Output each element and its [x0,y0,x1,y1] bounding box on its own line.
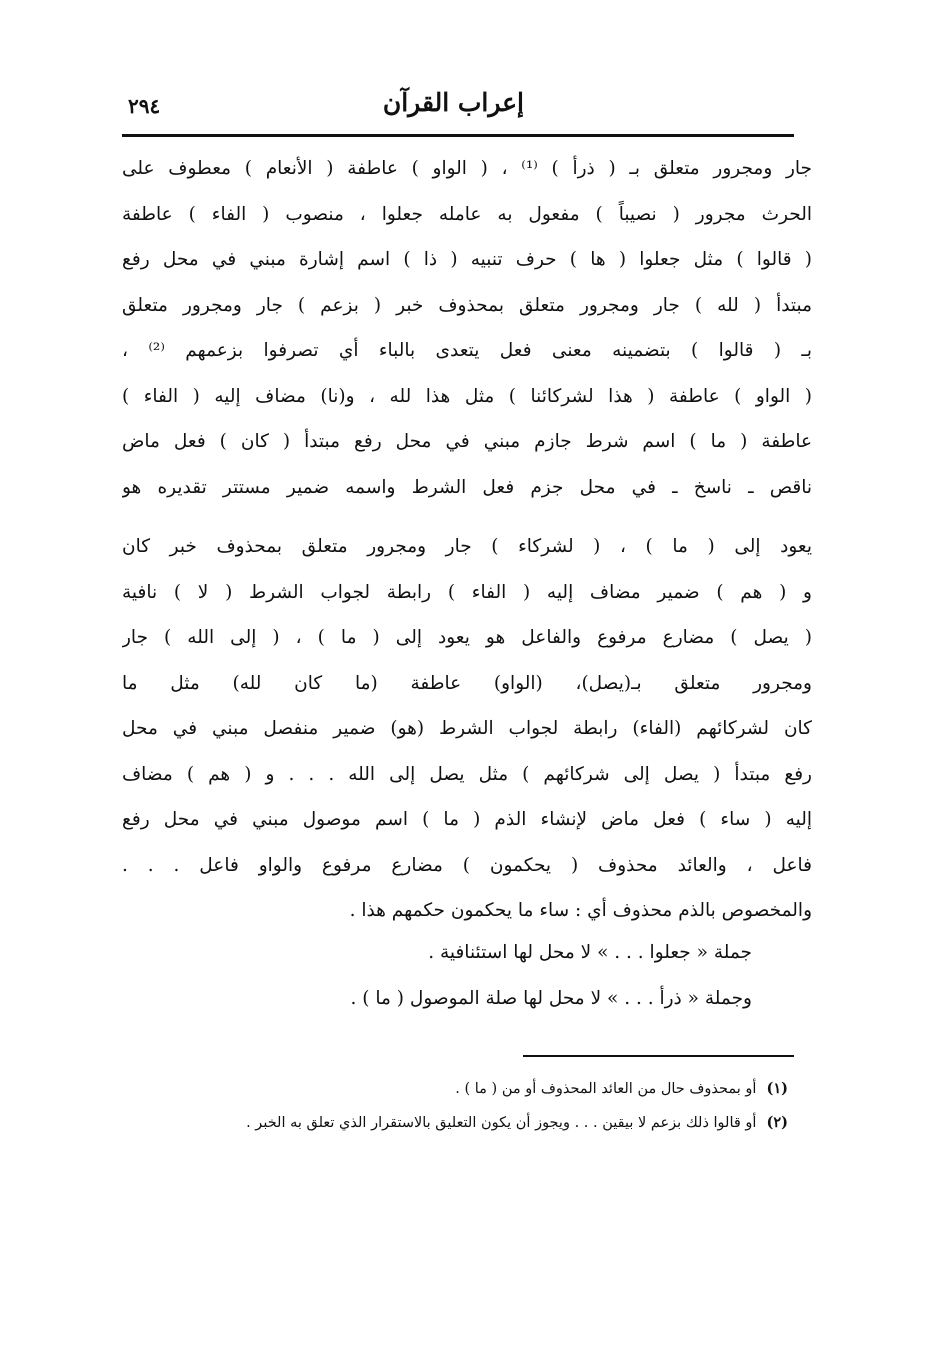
footnote-number: (٢) [766,1114,788,1131]
text-line: كان لشركائهم (الفاء) رابطة لجواب الشرط (هو) ضمير منفصل مبني في محل [122,718,812,739]
page-title: إعراب القرآن [382,88,524,117]
text-line: و ( هم ) ضمير مضاف إليه ( الفاء ) رابطة لجواب الشرط ( لا ) نافية [122,581,812,603]
text-line: إليه ( ساء ) فعل ماض لإنشاء الذم ( ما ) اسم موصول مبني في محل رفع [122,809,812,830]
footnote-text: أو قالوا ذلك بزعم لا بيقين . . . ويجوز أن يكون التعليق بالاستقرار الذي تعلق به الخبر . [246,1115,757,1131]
footnote-2 [122,1106,794,1140]
text-line: الحرث مجرور ( نصيباً ) مفعول به عامله جعلوا ، منصوب ( الفاء ) عاطفة [122,203,812,225]
text-line: ( يصل ) مضارع مرفوع والفاعل هو يعود إلى ( ما ) ، ( إلى الله ) جار [122,627,812,648]
footnote-number: (١) [766,1080,788,1097]
sentence-analysis [122,930,812,1022]
footnote-divider [523,1055,794,1057]
text-line: جار ومجرور متعلق بـ ( ذرأ ) ⁽¹⁾ ، ( الواو ) عاطفة ( الأنعام ) معطوف على [122,158,812,179]
text-line: والمخصوص بالذم محذوف أي : ساء ما يحكمون حكمهم هذا . [349,900,812,921]
verdict-line: جملة « جعلوا . . . » لا محل لها استئنافية . [428,942,752,963]
text-line: عاطفة ( ما ) اسم شرط جازم مبني في محل رفع مبتدأ ( كان ) فعل ماض [122,431,812,452]
page-number: ٢٩٤ [128,94,161,118]
header-divider [122,134,794,137]
main-text [122,146,812,934]
text-line: بـ ( قالوا ) بتضمينه معنى فعل يتعدى بالباء أي تصرفوا بزعمهم ⁽²⁾ ، [122,340,812,361]
text-line: ناقص ـ ناسخ ـ في محل جزم فعل الشرط واسمه ضمير مستتر تقديره هو [122,476,812,498]
footnote-1 [122,1072,794,1106]
text-line: فاعل ، والعائد محذوف ( يحكمون ) مضارع مرفوع والواو فاعل . . . [122,854,812,876]
text-line: ومجرور متعلق بـ(يصل)، (الواو) عاطفة (ما كان لله) مثل ما [122,672,812,694]
footnotes [122,1072,794,1140]
text-line: رفع مبتدأ ( يصل إلى شركائهم ) مثل يصل إلى الله . . . و ( هم ) مضاف [122,763,812,785]
text-line: ( الواو ) عاطفة ( هذا لشركائنا ) مثل هذا لله ، و(نا) مضاف إليه ( الفاء ) [122,385,812,407]
verdict-line: وجملة « ذرأ . . . » لا محل لها صلة الموصول ( ما ) . [350,988,752,1009]
text-line: يعود إلى ( ما ) ، ( لشركاء ) جار ومجرور متعلق بمحذوف خبر كان [122,536,812,557]
text-line: ( قالوا ) مثل جعلوا ( ها ) حرف تنبيه ( ذا ) اسم إشارة مبني في محل رفع [122,249,812,270]
footnote-text: أو بمحذوف حال من العائد المحذوف أو من ( ما ) . [455,1081,757,1097]
text-line: مبتدأ ( لله ) جار ومجرور متعلق بمحذوف خبر ( بزعم ) جار ومجرور متعلق [122,294,812,316]
page-header [122,88,794,132]
